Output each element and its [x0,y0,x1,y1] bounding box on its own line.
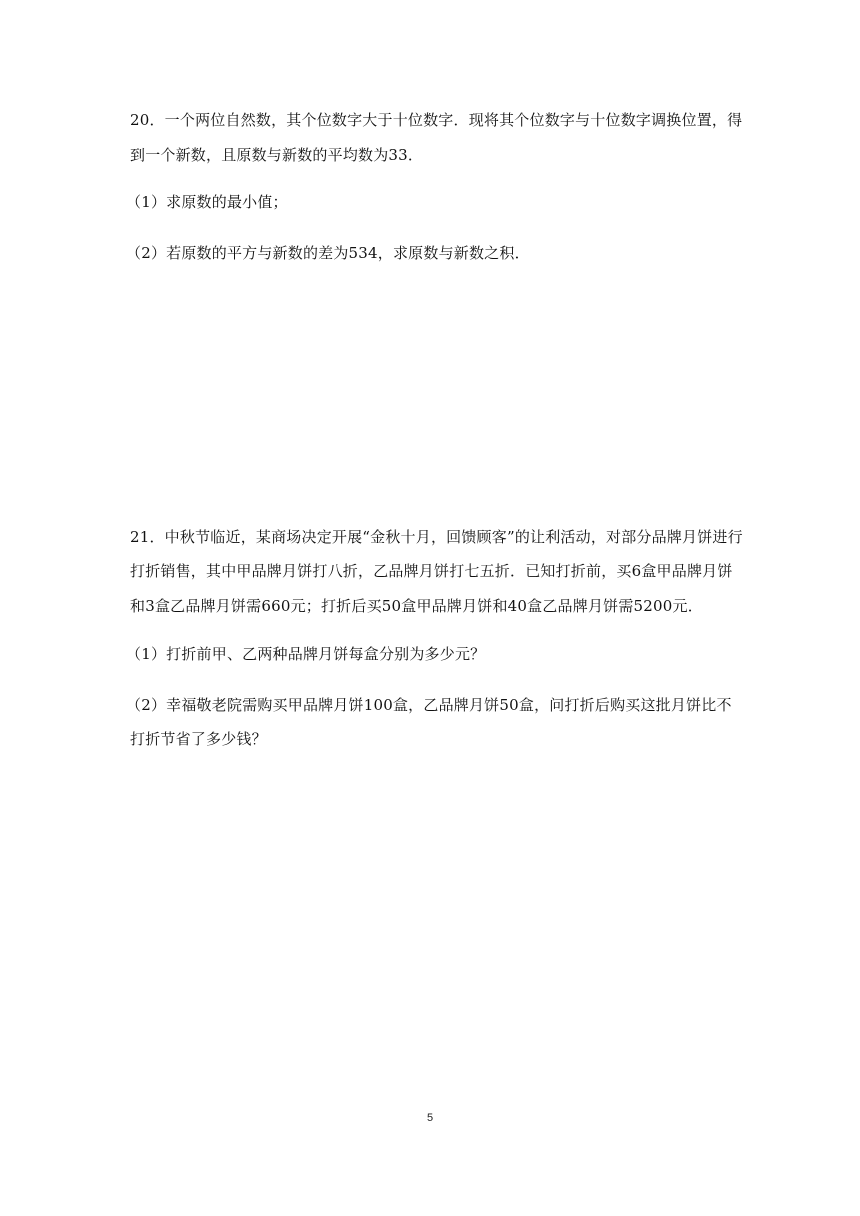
question-21-line-3: 和3盒乙品牌月饼需660元；打折后买50盒甲品牌月饼和40盒乙品牌月饼需5200元． [130,597,703,615]
question-20-part-2: （2）若原数的平方与新数的差为534，求原数与新数之积． [126,244,530,262]
question-20-line-2: 到一个新数，且原数与新数的平均数为33． [130,146,424,164]
page-number: 5 [426,1112,434,1124]
question-21-line-2: 打折销售，其中甲品牌月饼打八折，乙品牌月饼打七五折．已知打折前，买6盒甲品牌月饼 [130,562,733,580]
question-21-part-2-line-2: 打折节省了多少钱？ [130,730,267,748]
question-20-line-1: 20．一个两位自然数，其个位数字大于十位数字．现将其个位数字与十位数字调换位置，得 [130,111,743,129]
question-21-part-1: （1）打折前甲、乙两种品牌月饼每盒分别为多少元？ [126,645,486,663]
question-20-part-1: （1）求原数的最小值； [126,193,288,211]
question-21-line-1: 21．中秋节临近，某商场决定开展“金秋十月，回馈顾客”的让利活动，对部分品牌月饼进行 [130,528,743,546]
question-21-part-2-line-1: （2）幸福敬老院需购买甲品牌月饼100盒，乙品牌月饼50盒，问打折后购买这批月饼比不 [126,696,732,714]
